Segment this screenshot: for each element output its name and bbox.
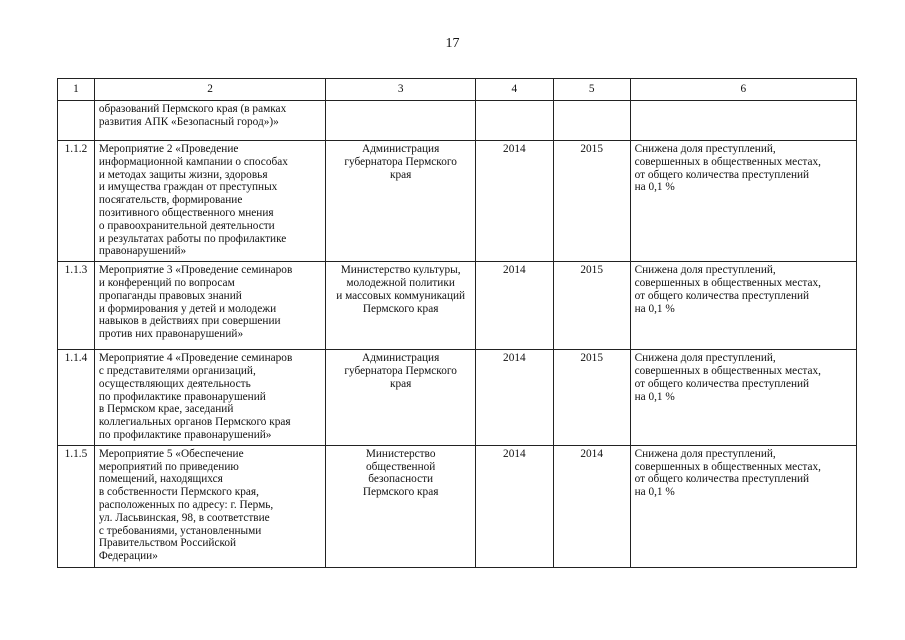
header-cell-6: 6 (630, 79, 856, 101)
end-year (553, 101, 630, 141)
header-cell-2: 2 (94, 79, 326, 101)
end-year: 2015 (553, 141, 630, 262)
executor: Министерство общественной безопасности Пермского края (326, 445, 476, 567)
row-number: 1.1.5 (58, 445, 95, 567)
executor: Администрация губернатора Пермского края (326, 350, 476, 446)
expected-result: Снижена доля преступлений, совершенных в общественных местах, от общего количества преступлений на 0,1 % (630, 350, 856, 446)
table-row (58, 141, 857, 262)
end-year: 2015 (553, 350, 630, 446)
header-cell-4: 4 (475, 79, 553, 101)
measure-description: образований Пермского края (в рамках развития АПК «Безопасный город»)» (94, 101, 326, 141)
table-row (58, 350, 857, 446)
measure-description: Мероприятие 5 «Обеспечение мероприятий по приведению помещений, находящихся в собственности Пермского края, расположенных по адресу: г. Пермь, ул. Ласьвинская, 98, в соответствие с требованиями, установленными Правительством Российской Федерации» (94, 445, 326, 567)
row-number: 1.1.4 (58, 350, 95, 446)
header-cell-5: 5 (553, 79, 630, 101)
start-year: 2014 (475, 445, 553, 567)
start-year (475, 101, 553, 141)
expected-result: Снижена доля преступлений, совершенных в общественных местах, от общего количества преступлений на 0,1 % (630, 262, 856, 350)
table-row (58, 262, 857, 350)
table-row (58, 101, 857, 141)
row-number (58, 101, 95, 141)
page-number: 17 (445, 36, 460, 51)
executor: Администрация губернатора Пермского края (326, 141, 476, 262)
expected-result: Снижена доля преступлений, совершенных в общественных местах, от общего количества преступлений на 0,1 % (630, 141, 856, 262)
executor (326, 101, 476, 141)
measure-description: Мероприятие 2 «Проведение информационной кампании о способах и методах защиты жизни, здоровья и имущества граждан от преступных посягательств, формирование позитивного общественного мнения о правоохранительной деятельности и результатах работы по профилактике правонарушений» (94, 141, 326, 262)
row-number: 1.1.3 (58, 262, 95, 350)
executor: Министерство культуры, молодежной политики и массовых коммуникаций Пермского края (326, 262, 476, 350)
end-year: 2015 (553, 262, 630, 350)
measure-description: Мероприятие 3 «Проведение семинаров и конференций по вопросам пропаганды правовых знаний и формирования у детей и молодежи навыков в действиях при совершении против них правонарушений» (94, 262, 326, 350)
table-row (58, 445, 857, 567)
start-year: 2014 (475, 262, 553, 350)
row-number: 1.1.2 (58, 141, 95, 262)
header-cell-3: 3 (326, 79, 476, 101)
expected-result (630, 101, 856, 141)
measures-table (57, 78, 857, 568)
measure-description: Мероприятие 4 «Проведение семинаров с представителями организаций, осуществляющих деятельность по профилактике правонарушений в Пермском крае, заседаний коллегиальных органов Пермского края по профилактике правонарушений» (94, 350, 326, 446)
start-year: 2014 (475, 350, 553, 446)
start-year: 2014 (475, 141, 553, 262)
expected-result: Снижена доля преступлений, совершенных в общественных местах, от общего количества преступлений на 0,1 % (630, 445, 856, 567)
table-header-row (58, 79, 857, 101)
header-cell-1: 1 (58, 79, 95, 101)
end-year: 2014 (553, 445, 630, 567)
